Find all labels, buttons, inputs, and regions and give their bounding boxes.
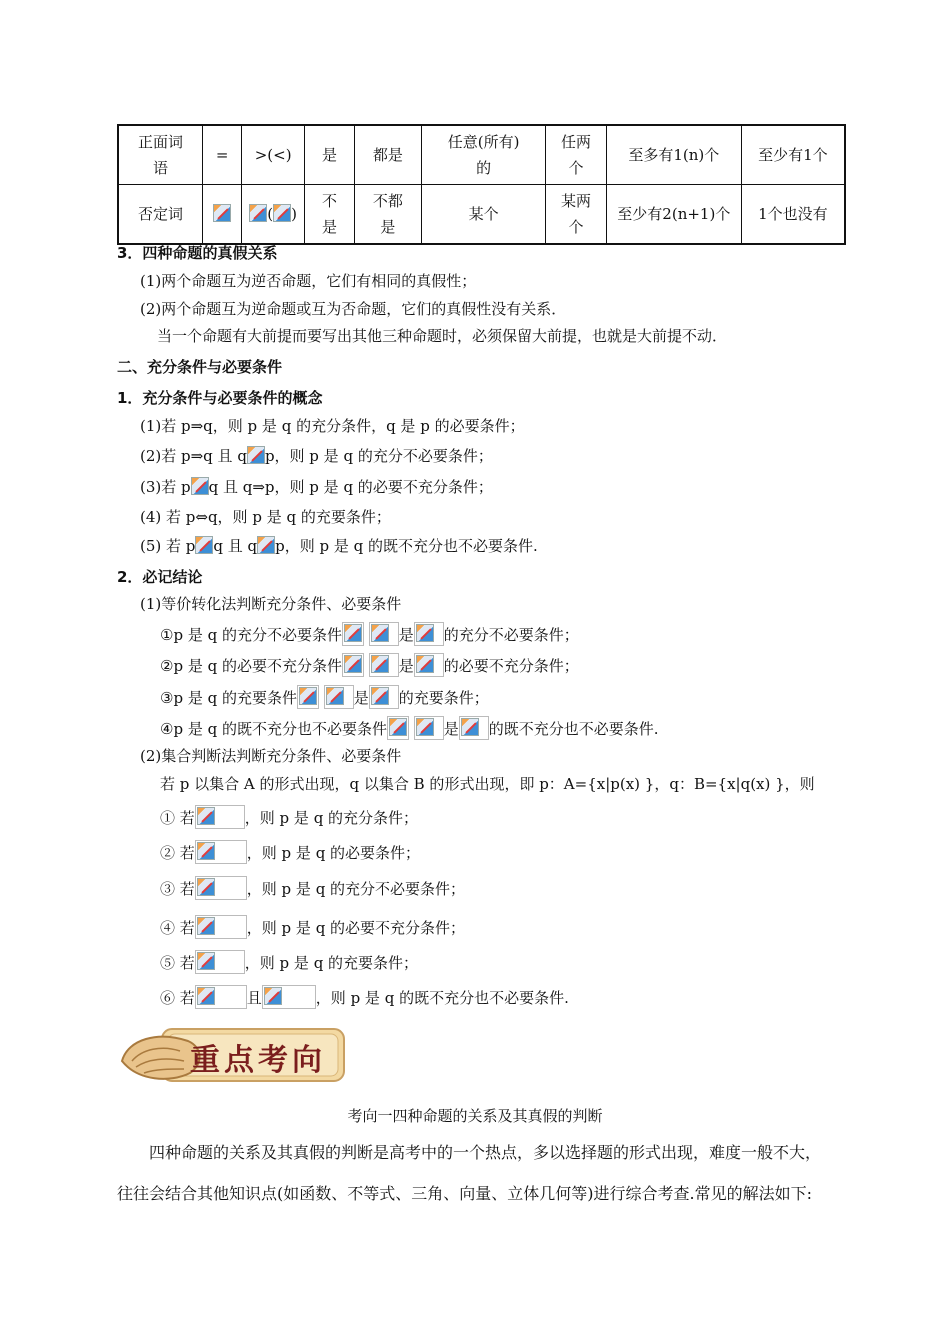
cell-text: 否定词: [137, 205, 183, 223]
cell-text: 某个: [468, 205, 499, 223]
text-line: [160, 876, 465, 900]
broken-image-icon: [416, 718, 434, 736]
broken-image-icon: [197, 878, 215, 896]
part-heading: 二、充分条件与必要条件: [117, 358, 283, 376]
negation-words-table: [117, 124, 846, 245]
text-line: [160, 622, 579, 646]
table-cell: [421, 185, 545, 245]
cell-text: 至多有1(n)个: [628, 146, 720, 164]
text-line: [140, 535, 538, 557]
text-segment: ，则 p 是 q 的必要不充分条件；: [246, 919, 466, 937]
broken-image-icon: [197, 987, 215, 1005]
broken-image-icon: [371, 687, 389, 705]
broken-image-icon: [344, 655, 362, 673]
text-segment: ⑤ 若: [160, 954, 195, 972]
text-segment: q 且 q⇒p，则 p 是 q 的必要不充分条件；: [208, 478, 493, 496]
text-segment: q 且 q: [213, 537, 258, 555]
table-cell: ( ): [242, 185, 305, 245]
text-segment: 的充要条件；: [398, 689, 489, 707]
formula-image: [195, 840, 247, 864]
text-line: [160, 716, 659, 740]
text-segment: 的必要不充分条件；: [443, 657, 579, 675]
formula-image: [195, 915, 247, 939]
text-line: (4) 若 p⇔q，则 p 是 q 的充要条件；: [140, 508, 391, 526]
formula-image: [369, 653, 399, 677]
table-cell: [606, 185, 741, 245]
formula-image: [414, 653, 444, 677]
text-segment: 是: [398, 626, 414, 644]
table-cell: [202, 125, 241, 185]
text-line: 若 p 以集合 A 的形式出现，q 以集合 B 的形式出现，即 p：A={x|p(x) }，q：B={x|q(x) }，则: [160, 775, 815, 793]
text-segment: (5) 若 p: [140, 537, 196, 555]
text-line: [160, 950, 418, 974]
formula-image: [369, 622, 399, 646]
text-segment: ②p 是 q 的必要不充分条件: [160, 657, 342, 675]
text-line: (2)两个命题互为逆命题或互为否命题，它们的真假性没有关系．: [140, 300, 567, 318]
cell-text: 不 是: [321, 192, 337, 236]
table-row: [118, 125, 845, 185]
text-line: [160, 915, 465, 939]
text-line: 当一个命题有大前提而要写出其他三种命题时，必须保留大前提，也就是大前提不动．: [157, 327, 728, 345]
text-segment: 的既不充分也不必要条件.: [488, 720, 659, 738]
broken-image-icon: [371, 655, 389, 673]
broken-image-icon: [249, 204, 267, 222]
broken-image-icon: [299, 687, 317, 705]
cell-text: 正面词 语: [137, 133, 183, 177]
text-segment: ④ 若: [160, 919, 195, 937]
cell-text: 任两 个: [561, 133, 592, 177]
broken-image-icon: [197, 807, 215, 825]
formula-image: [262, 985, 316, 1009]
formula-image: [195, 985, 247, 1009]
text-segment: 且: [246, 989, 262, 1007]
table-cell: [354, 125, 421, 185]
text-line: [140, 476, 493, 498]
subsection-heading: 考向一四种命题的关系及其真假的判断: [347, 1107, 603, 1125]
broken-image-icon: [344, 624, 362, 642]
table-row: [118, 185, 845, 245]
broken-image-icon: [257, 536, 275, 554]
cell-text: 至少有2(n+1)个: [617, 205, 731, 223]
text-line: (1)等价转化法判断充分条件、必要条件: [140, 595, 402, 613]
section-heading: 3．四种命题的真假关系: [117, 244, 278, 262]
text-line: [160, 985, 569, 1009]
table-cell: [546, 185, 607, 245]
text-segment: p，则 p 是 q 的充分不必要条件；: [264, 447, 493, 465]
text-segment: 是: [398, 657, 414, 675]
table-cell: [118, 125, 202, 185]
table-cell: [354, 185, 421, 245]
broken-image-icon: [197, 952, 215, 970]
table-cell: [242, 125, 305, 185]
cell-text: >(<): [254, 146, 292, 164]
broken-image-icon: [191, 477, 209, 495]
banner-title: 重点考向: [190, 1043, 326, 1078]
cell-text: =: [215, 146, 229, 164]
text-segment: p，则 p 是 q 的既不充分也不必要条件.: [275, 537, 538, 555]
cell-text: 1个也没有: [758, 205, 828, 223]
text-segment: ，则 p 是 q 的充分不必要条件；: [246, 880, 466, 898]
paragraph-line: 往往会结合其他知识点(如函数、不等式、三角、向量、立体几何等)进行综合考查.常见的解法如下:: [117, 1184, 812, 1203]
cell-text: 某两 个: [561, 192, 592, 236]
broken-image-icon: [273, 204, 291, 222]
section-heading: 2．必记结论: [117, 568, 203, 586]
broken-image-icon: [461, 718, 479, 736]
broken-image-icon: [197, 917, 215, 935]
broken-image-icon: [389, 718, 407, 736]
table-cell: [741, 125, 845, 185]
text-segment: ③ 若: [160, 880, 195, 898]
table-cell: [741, 185, 845, 245]
formula-image: [342, 622, 364, 646]
text-segment: ，则 p 是 q 的必要条件；: [246, 844, 421, 862]
broken-image-icon: [371, 624, 389, 642]
section-heading: 1．充分条件与必要条件的概念: [117, 389, 323, 407]
formula-image: [195, 805, 245, 829]
broken-image-icon: [247, 446, 265, 464]
formula-image: [414, 622, 444, 646]
text-segment: (2)若 p⇒q 且 q: [140, 447, 247, 465]
text-line: (1)两个命题互为逆否命题，它们有相同的真假性；: [140, 272, 477, 290]
broken-image-icon: [326, 687, 344, 705]
text-line: (1)若 p⇒q，则 p 是 q 的充分条件，q 是 p 的必要条件；: [140, 417, 525, 435]
cell-text: 至少有1个: [758, 146, 828, 164]
table-cell: [202, 185, 241, 245]
text-segment: ①p 是 q 的充分不必要条件: [160, 626, 342, 644]
text-segment: ，则 p 是 q 的充要条件；: [244, 954, 419, 972]
broken-image-icon: [416, 624, 434, 642]
text-segment: ④p 是 q 的既不充分也不必要条件: [160, 720, 387, 738]
table-cell: [305, 125, 355, 185]
formula-image: [414, 716, 444, 740]
text-line: [160, 685, 489, 709]
text-line: (2)集合判断法判断充分条件、必要条件: [140, 747, 402, 765]
text-line: [140, 445, 493, 467]
text-segment: (3)若 p: [140, 478, 191, 496]
text-line: [160, 805, 418, 829]
cell-text: 任意(所有) 的: [447, 133, 520, 177]
formula-image: [195, 950, 245, 974]
formula-image: [195, 876, 247, 900]
text-segment: ⑥ 若: [160, 989, 195, 1007]
formula-image: [459, 716, 489, 740]
text-segment: ① 若: [160, 809, 195, 827]
formula-image: [369, 685, 399, 709]
table-cell: [546, 125, 607, 185]
text-line: [160, 840, 420, 864]
broken-image-icon: [213, 204, 231, 222]
formula-image: [324, 685, 354, 709]
text-line: [160, 653, 579, 677]
cell-text: 都是: [372, 146, 403, 164]
text-segment: 是: [353, 689, 369, 707]
formula-image: [342, 653, 364, 677]
text-segment: ，则 p 是 q 的既不充分也不必要条件.: [315, 989, 569, 1007]
cell-text: 是: [321, 146, 337, 164]
text-segment: 的充分不必要条件；: [443, 626, 579, 644]
table-cell: [118, 185, 202, 245]
formula-image: [297, 685, 319, 709]
broken-image-icon: [416, 655, 434, 673]
broken-image-icon: [195, 536, 213, 554]
table-cell: [305, 185, 355, 245]
text-segment: ② 若: [160, 844, 195, 862]
table-cell: [421, 125, 545, 185]
formula-image: [387, 716, 409, 740]
text-segment: ，则 p 是 q 的充分条件；: [244, 809, 419, 827]
broken-image-icon: [197, 842, 215, 860]
text-segment: ③p 是 q 的充要条件: [160, 689, 297, 707]
text-segment: 是: [443, 720, 459, 738]
cell-text: 不都 是: [372, 192, 403, 236]
broken-image-icon: [264, 987, 282, 1005]
table-cell: [606, 125, 741, 185]
paragraph-line: 四种命题的关系及其真假的判断是高考中的一个热点，多以选择题的形式出现，难度一般不大，: [149, 1143, 822, 1162]
